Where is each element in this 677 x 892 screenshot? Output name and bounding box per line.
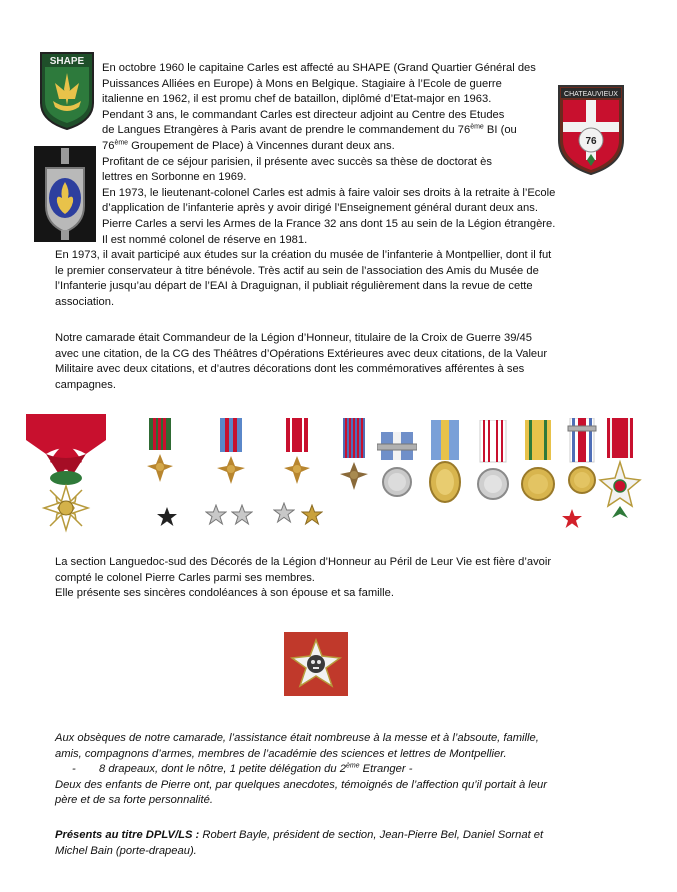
funeral-line: Deux des enfants de Pierre ont, par quelques anecdotes, témoignés de l’affection qu’il portait à leur bbox=[55, 778, 547, 791]
museum-line: En 1973, il avait participé aux études sur la création du musée de l’infanterie à Montpellier, dont il fut bbox=[55, 249, 552, 261]
present-line: Michel Bain (porte-drapeau). bbox=[55, 844, 197, 857]
red-star-icon bbox=[561, 508, 583, 535]
bio-line: Pendant 3 ans, le commandant Carles est directeur adjoint au Centre des Etudes bbox=[102, 108, 505, 121]
section-line: La section Languedoc-sud des Décorés de la Légion d’Honneur au Péril de Leur Vie est fière d’avoir bbox=[55, 556, 552, 568]
funeral-paragraph bbox=[55, 731, 600, 809]
medals-row bbox=[20, 410, 660, 540]
silver-star-icon bbox=[205, 504, 227, 531]
superscript: ème bbox=[470, 123, 484, 131]
present-text: Robert Bayle, président de section, Jean-Pierre Bel, Daniel Sornat et bbox=[199, 829, 544, 841]
funeral-text: Etranger - bbox=[359, 763, 413, 776]
section-line: Elle présente ses sincères condoléances à son épouse et sa famille. bbox=[55, 587, 394, 600]
star-order-medal-image bbox=[598, 418, 642, 522]
superscript: ème bbox=[345, 762, 360, 770]
funeral-bullet-line bbox=[55, 762, 600, 778]
association-emblem-image bbox=[284, 632, 348, 701]
bullet-marker: - bbox=[72, 763, 76, 776]
bio-text: de Langues Etrangères à Paris avant de prendre le commandement du 76 bbox=[102, 124, 471, 137]
shape-badge-label: SHAPE bbox=[49, 56, 85, 67]
bio-text: Groupement de Place) à Vincennes durant deux ans. bbox=[128, 139, 395, 152]
bio-line: lettres en Sorbonne en 1969. bbox=[102, 171, 247, 184]
museum-line: association. bbox=[55, 295, 115, 308]
museum-paragraph bbox=[55, 248, 600, 310]
valeur-militaire-medal-image bbox=[282, 418, 312, 502]
museum-line: le premier conservateur à titre bénévole. Très actif au sein de l’association des Amis du Musée de bbox=[55, 264, 539, 277]
chateauvieux-badge-number: 76 bbox=[585, 136, 597, 147]
funeral-text: 8 drapeaux, dont le nôtre, 1 petite délégation du 2 bbox=[99, 763, 346, 776]
funeral-line: Aux obsèques de notre camarade, l’assistance était nombreuse à la messe et à l’absoute, famille, bbox=[55, 732, 539, 744]
funeral-line: père et de sa forte personnalité. bbox=[55, 794, 213, 807]
gold-star-icon bbox=[301, 504, 323, 531]
bio-paragraph bbox=[102, 61, 600, 248]
bio-text: 76 bbox=[102, 139, 115, 152]
bio-line bbox=[102, 139, 548, 155]
shape-badge-image bbox=[37, 49, 97, 131]
honors-line: Militaire avec deux citations, et d’autres décorations dont les commémoratives afférentes à ses bbox=[55, 363, 525, 376]
silver-star-icon bbox=[231, 504, 253, 531]
bio-line bbox=[102, 123, 548, 139]
honors-paragraph bbox=[55, 331, 600, 393]
funeral-line: amis, compagnons d’armes, membres de l’académie des sciences et lettres de Montpellier. bbox=[55, 747, 507, 760]
superscript: ème bbox=[114, 139, 129, 147]
bio-line: Pierre Carles a servi les Armes de la France 32 ans dont 15 au sein de la Légion étrangère. bbox=[102, 217, 556, 230]
present-label: Présents au titre DPLV/LS : bbox=[55, 829, 200, 841]
section-line: compté le colonel Pierre Carles parmi ses membres. bbox=[55, 571, 315, 584]
museum-line: l’Infanterie jusqu’au départ de l’EAI à Draguignan, il publiait régulièrement dans la revue de cette bbox=[55, 280, 533, 293]
honors-line: campagnes. bbox=[55, 378, 116, 391]
gold-commemorative-medal-image bbox=[427, 420, 463, 508]
bio-text: BI (ou bbox=[483, 124, 517, 137]
present-line bbox=[55, 828, 600, 844]
infantry-school-badge-image bbox=[34, 146, 96, 242]
combattant-cross-medal-image bbox=[338, 418, 370, 504]
bio-line: italienne en 1962, il est promu chef de bataillon, diplômé d’Etat-major en 1963. bbox=[102, 93, 492, 106]
honors-line: Notre camarade était Commandeur de la Légion d’Honneur, titulaire de la Croix de Guerre 39/45 bbox=[55, 332, 532, 344]
honors-line: avec une citation, de la CG des Théâtres d’Opérations Extérieures avec deux citations, de la Valeur bbox=[55, 347, 548, 360]
overseas-medal-image bbox=[566, 418, 598, 498]
chateauvieux-badge-label: CHATEAUVIEUX bbox=[564, 91, 618, 98]
bio-line: En octobre 1960 le capitaine Carles est affecté au SHAPE (Grand Quartier Général des bbox=[102, 62, 536, 74]
bio-line: d’application de l’infanterie après y avoir dirigé l’Enseignement général durant deux ans. bbox=[102, 202, 538, 215]
bio-line: En 1973, le lieutenant-colonel Carles est admis à faire valoir ses droits à la retraite à l’Ecole bbox=[102, 186, 556, 199]
legion-honor-commander-medal-image bbox=[20, 410, 112, 536]
silver-commemorative-medal-image bbox=[475, 420, 511, 508]
indochina-medal-image bbox=[520, 420, 556, 508]
commemorative-medal-bar-image bbox=[377, 432, 417, 506]
bio-line: Profitant de ce séjour parisien, il présente avec succès sa thèse de doctorat ès bbox=[102, 155, 492, 168]
present-paragraph bbox=[55, 828, 600, 859]
bio-line: Puissances Alliées en Europe) à Mons en Belgique. Stagiaire à l’Ecole de guerre bbox=[102, 77, 502, 90]
section-paragraph bbox=[55, 555, 615, 602]
croix-de-guerre-medal-image bbox=[145, 418, 175, 502]
toe-cross-medal-image bbox=[215, 418, 247, 504]
bio-line: Il est nommé colonel de réserve en 1981. bbox=[102, 233, 308, 246]
bronze-star-icon bbox=[156, 506, 178, 533]
silver-star-icon bbox=[273, 502, 295, 529]
